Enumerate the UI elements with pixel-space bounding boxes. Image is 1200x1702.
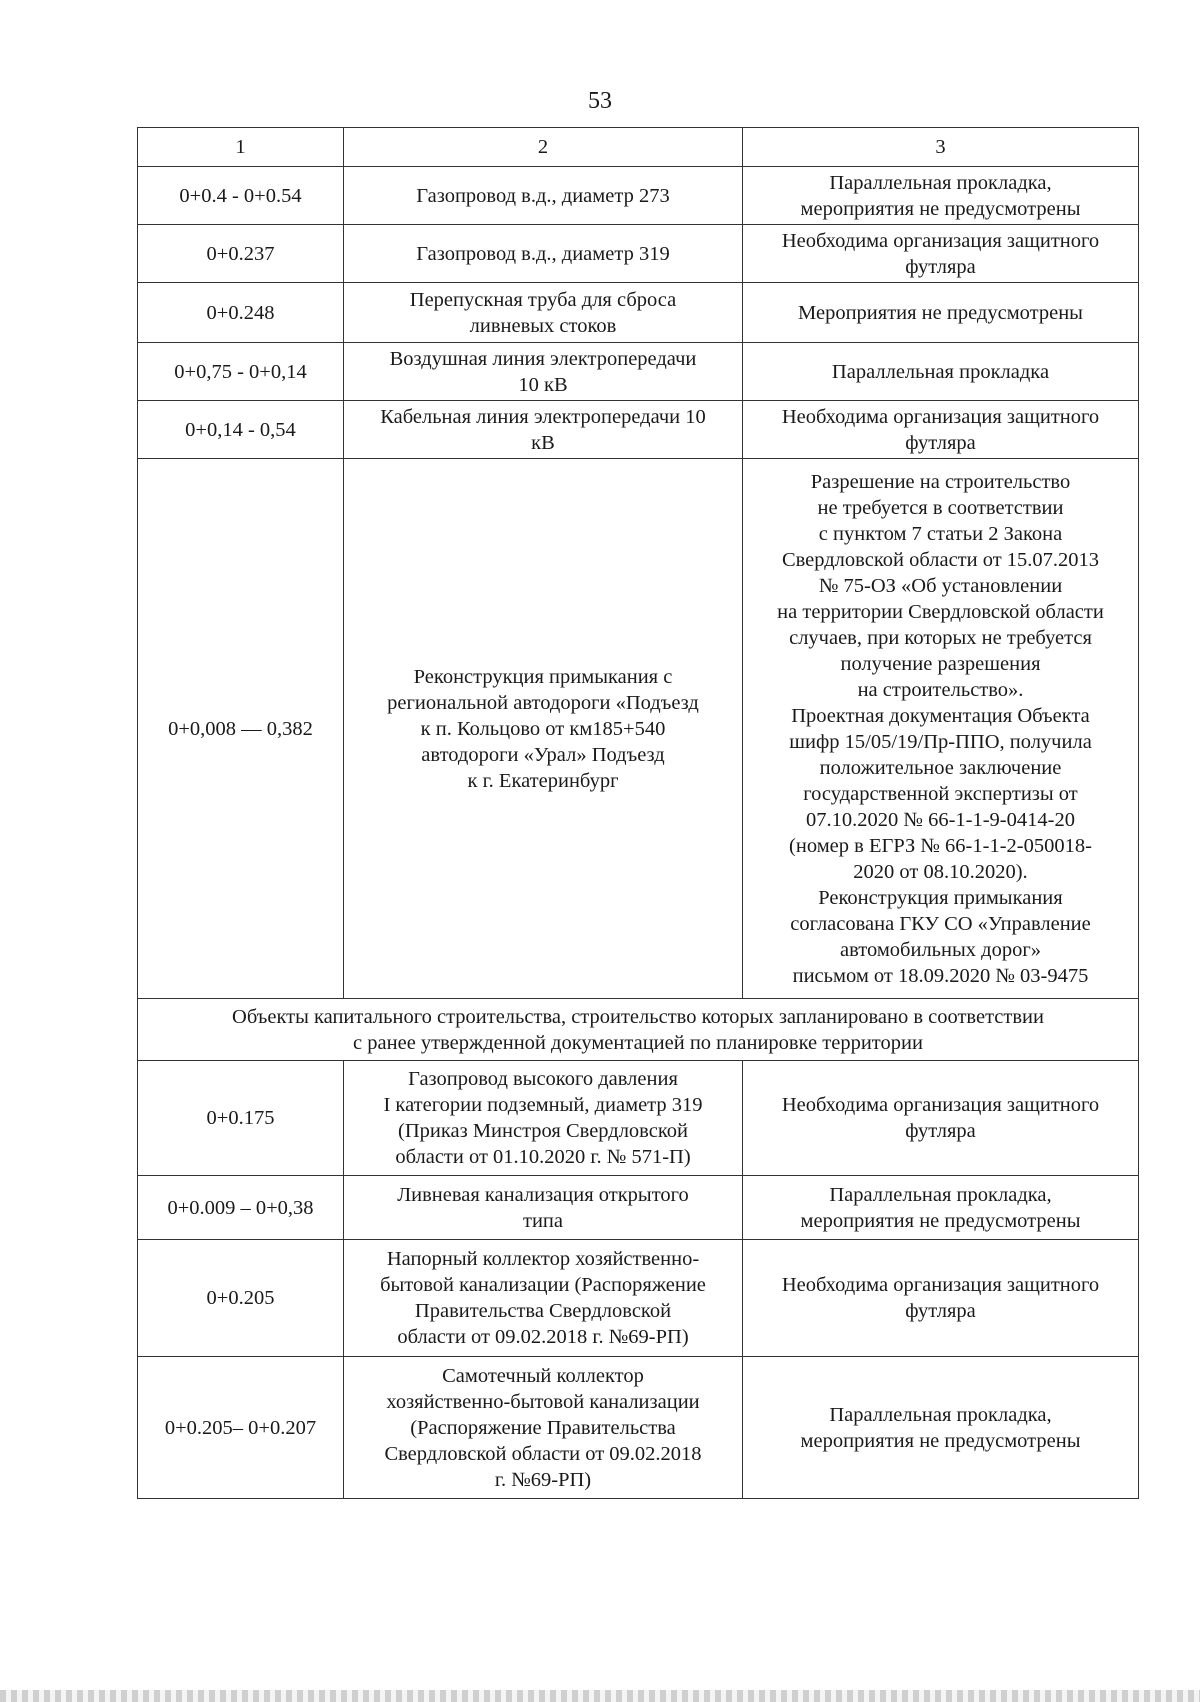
chainage-cell: 0+0,14 - 0,54 — [138, 401, 344, 459]
section-heading: Объекты капитального строительства, строительство которых запланировано в соответствии с ранее утвержденной документацией по планировке территории — [138, 999, 1139, 1061]
page-number: 53 — [588, 88, 612, 114]
measures-cell: Параллельная прокладка, мероприятия не предусмотрены — [743, 1357, 1139, 1499]
measures-cell: Мероприятия не предусмотрены — [743, 283, 1139, 343]
table-row — [138, 1176, 1139, 1240]
chainage-cell: 0+0,008 — 0,382 — [138, 459, 344, 999]
chainage-cell: 0+0.4 - 0+0.54 — [138, 167, 344, 225]
section-heading-row — [138, 999, 1139, 1061]
object-cell: Напорный коллектор хозяйственно- бытовой канализации (Распоряжение Правительства Свердловской области от 09.02.2018 г. №69-РП) — [344, 1240, 743, 1357]
table-row — [138, 167, 1139, 225]
chainage-cell: 0+0.237 — [138, 225, 344, 283]
measures-cell: Параллельная прокладка, мероприятия не предусмотрены — [743, 167, 1139, 225]
object-cell: Газопровод в.д., диаметр 273 — [344, 167, 743, 225]
table-row — [138, 1240, 1139, 1357]
measures-cell: Разрешение на строительство не требуется в соответствии с пунктом 7 статьи 2 Закона Свердловской области от 15.07.2013 № 75-ОЗ «Об установлении на территории Свердловской области случаев, при которых не требуется получение разрешения на строительство». Проектная документация Объекта шифр 15/05/19/Пр-ППО, получила положительное заключение государственной экспертизы от 07.10.2020 № 66-1-1-9-0414-20 (номер в ЕГРЗ № 66-1-1-2-050018- 2020 от 08.10.2020). Реконструкция примыкания согласована ГКУ СО «Управление автомобильных дорог» письмом от 18.09.2020 № 03-9475 — [743, 459, 1139, 999]
table-header-row — [138, 128, 1139, 167]
chainage-cell: 0+0.009 – 0+0,38 — [138, 1176, 344, 1240]
object-cell: Воздушная линия электропередачи 10 кВ — [344, 343, 743, 401]
object-cell: Кабельная линия электропередачи 10 кВ — [344, 401, 743, 459]
table-row — [138, 283, 1139, 343]
scan-artifact-strip — [0, 1690, 1200, 1702]
chainage-cell: 0+0.175 — [138, 1061, 344, 1176]
object-cell: Газопровод в.д., диаметр 319 — [344, 225, 743, 283]
object-cell: Перепускная труба для сброса ливневых стоков — [344, 283, 743, 343]
measures-cell: Параллельная прокладка, мероприятия не предусмотрены — [743, 1176, 1139, 1240]
table-row — [138, 225, 1139, 283]
chainage-cell: 0+0.205 — [138, 1240, 344, 1357]
measures-cell: Необходима организация защитного футляра — [743, 401, 1139, 459]
crossings-table — [137, 127, 1139, 1499]
table-row — [138, 459, 1139, 999]
object-cell: Газопровод высокого давления I категории подземный, диаметр 319 (Приказ Минстроя Свердловской области от 01.10.2020 г. № 571-П) — [344, 1061, 743, 1176]
column-header-1: 1 — [138, 128, 344, 167]
object-cell: Самотечный коллектор хозяйственно-бытовой канализации (Распоряжение Правительства Свердловской области от 09.02.2018 г. №69-РП) — [344, 1357, 743, 1499]
table-row — [138, 401, 1139, 459]
column-header-2: 2 — [344, 128, 743, 167]
object-cell: Реконструкция примыкания с региональной автодороги «Подъезд к п. Кольцово от км185+540 автодороги «Урал» Подъезд к г. Екатеринбург — [344, 459, 743, 999]
table-row — [138, 1061, 1139, 1176]
column-header-3: 3 — [743, 128, 1139, 167]
chainage-cell: 0+0.205– 0+0.207 — [138, 1357, 344, 1499]
measures-cell: Параллельная прокладка — [743, 343, 1139, 401]
chainage-cell: 0+0.248 — [138, 283, 344, 343]
measures-cell: Необходима организация защитного футляра — [743, 1240, 1139, 1357]
measures-cell: Необходима организация защитного футляра — [743, 1061, 1139, 1176]
table-row — [138, 1357, 1139, 1499]
chainage-cell: 0+0,75 - 0+0,14 — [138, 343, 344, 401]
table-row — [138, 343, 1139, 401]
measures-cell: Необходима организация защитного футляра — [743, 225, 1139, 283]
object-cell: Ливневая канализация открытого типа — [344, 1176, 743, 1240]
